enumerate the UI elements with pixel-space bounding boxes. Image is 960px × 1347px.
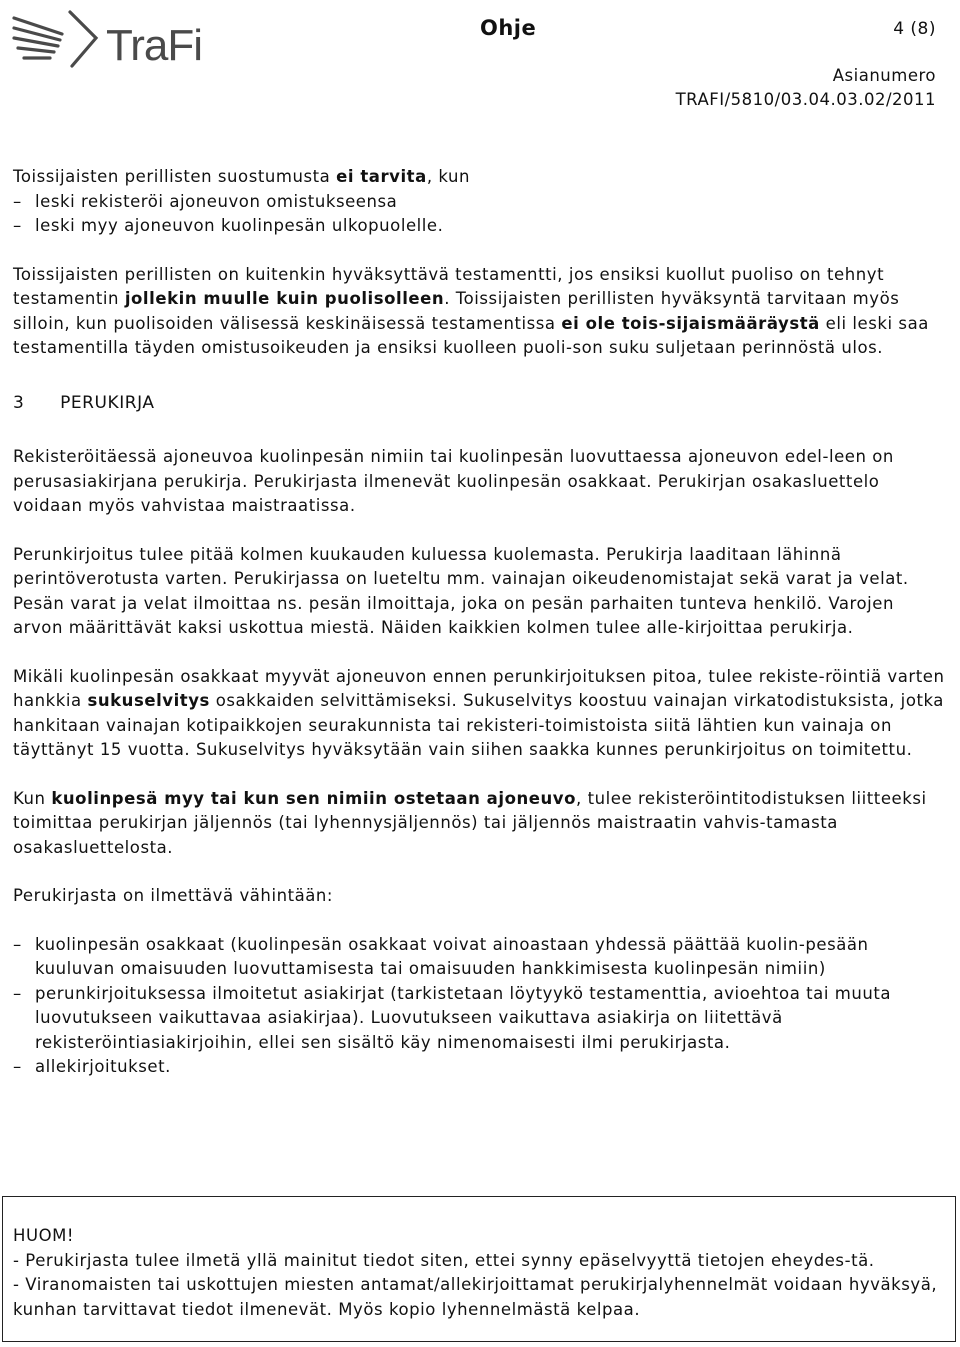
document-body [13,165,948,1080]
list-item: – perunkirjoituksessa ilmoitetut asiakirjat (tarkistetaan löytyykö testamenttia, avioehtoa tai muuta luovutukseen vaikuttavaa asiakirjaa). Luovutukseen vaikuttava asiakirja on liitettävä rekisteröintiasiakirjoihin, ellei sen sisältö käy nimenomaisesti ilmi perukirjasta. [13,982,948,1056]
svg-text:TraFi: TraFi [106,21,203,70]
note-title: HUOM! [13,1226,75,1245]
trafi-logo [10,8,240,70]
note-box [2,1196,956,1342]
note-line: - Viranomaisten tai uskottujen miesten antamat/allekirjoittamat perukirjalyhennelmät voidaan hyväksyä, kunhan tarvittavat tiedot ilmenevät. Myös kopio lyhennelmästä kelpaa. [13,1275,938,1319]
paragraph-sale: Kun kuolinpesä myy tai kun sen nimiin ostetaan ajoneuvo, tulee rekisteröintitodistuksen liitteeksi toimittaa perukirjan jäljennös (tai lyhennysjäljennös) tai jäljennös maistraatin vahvis-tamasta osakasluettelosta. [13,788,927,857]
paragraph-testament: Toissijaisten perillisten on kuitenkin hyväksyttävä testamentti, jos ensiksi kuollut puoliso on tehnyt testamentin jollekin muulle kuin puolisolleen. Toissijaisten perillisten hyväksyntä tarvitaan myös silloin, kun puolisoiden välisessä keskinäisessä testamentissa ei ole tois-sijaismääräystä eli leski saa testamentilla täyden omistusoikeuden ja ensiksi kuolleen puoli-son suku suljetaan perinnöstä ulos. [13,264,929,357]
diary-number: TRAFI/5810/03.04.03.02/2011 [675,90,936,109]
trafi-logo-icon [10,8,240,70]
paragraph-consent: Toissijaisten perillisten suostumusta ei tarvita, kun [13,167,471,186]
requirements-list [13,933,948,1080]
paragraph-perunkirjoitus: Perunkirjoitus tulee pitää kolmen kuukauden kuluessa kuolemasta. Perukirja laaditaan lähinnä perintöverotusta varten. Perukirjassa on lueteltu mm. vainajan oikeudenomistajat sekä varat ja velat. Pesän varat ja velat ilmoittaa ns. pesän ilmoittaja, joka on pesän parhaiten tunteva henkilö. Varojen arvon määrittävät kaksi uskottua miestä. Näiden kaikkien kolmen tulee alle-kirjoittaa perukirja. [13,544,909,637]
paragraph-minimum: Perukirjasta on ilmettävä vähintään: [13,886,334,905]
list-item: – leski myy ajoneuvon kuolinpesän ulkopuolelle. [13,214,948,239]
note-line: - Perukirjasta tulee ilmetä yllä mainitut tiedot siten, ettei synny epäselvyyttä tietojen eheydes-tä. [13,1250,875,1270]
paragraph-perukirja: Rekisteröitäessä ajoneuvoa kuolinpesän nimiin tai kuolinpesän luovuttaessa ajoneuvon edel-leen on perusasiakirjana perukirja. Perukirjasta ilmenevät kuolinpesän osakkaat. Perukirjan osakasluettelo voidaan myös vahvistaa maistraatissa. [13,447,894,515]
diary-number-label: Asianumero [832,66,936,85]
list-item: – allekirjoitukset. [13,1055,948,1080]
paragraph-sukuselvitys: Mikäli kuolinpesän osakkaat myyvät ajoneuvon ennen perunkirjoituksen pitoa, tulee rekiste-röintiä varten hankkia sukuselvitys osakkaiden selvittämiseksi. Sukuselvitys koostuu vainajan virkatodistuksista, jotka hankitaan vainajan kotipaikkojen seurakunnista tai rekisteri-toimistoista siitä lähtien kun vainaja on täyttänyt 15 vuotta. Sukuselvitys hyväksytään vain siihen saakka kunnes perunkirjoitus on toimitettu. [13,666,945,759]
page-number: 4 (8) [893,19,936,39]
section-heading: 3 PERUKIRJA [13,392,155,413]
consent-list [13,190,948,239]
list-item: – kuolinpesän osakkaat (kuolinpesän osakkaat voivat ainoastaan yhdessä päättää kuolin-pesään kuuluvan omaisuuden luovuttamisesta tai omaisuuden hankkimisesta kuolinpesän nimiin) [13,933,948,982]
document-type: Ohje [480,16,537,40]
list-item: – leski rekisteröi ajoneuvon omistukseensa [13,190,948,215]
